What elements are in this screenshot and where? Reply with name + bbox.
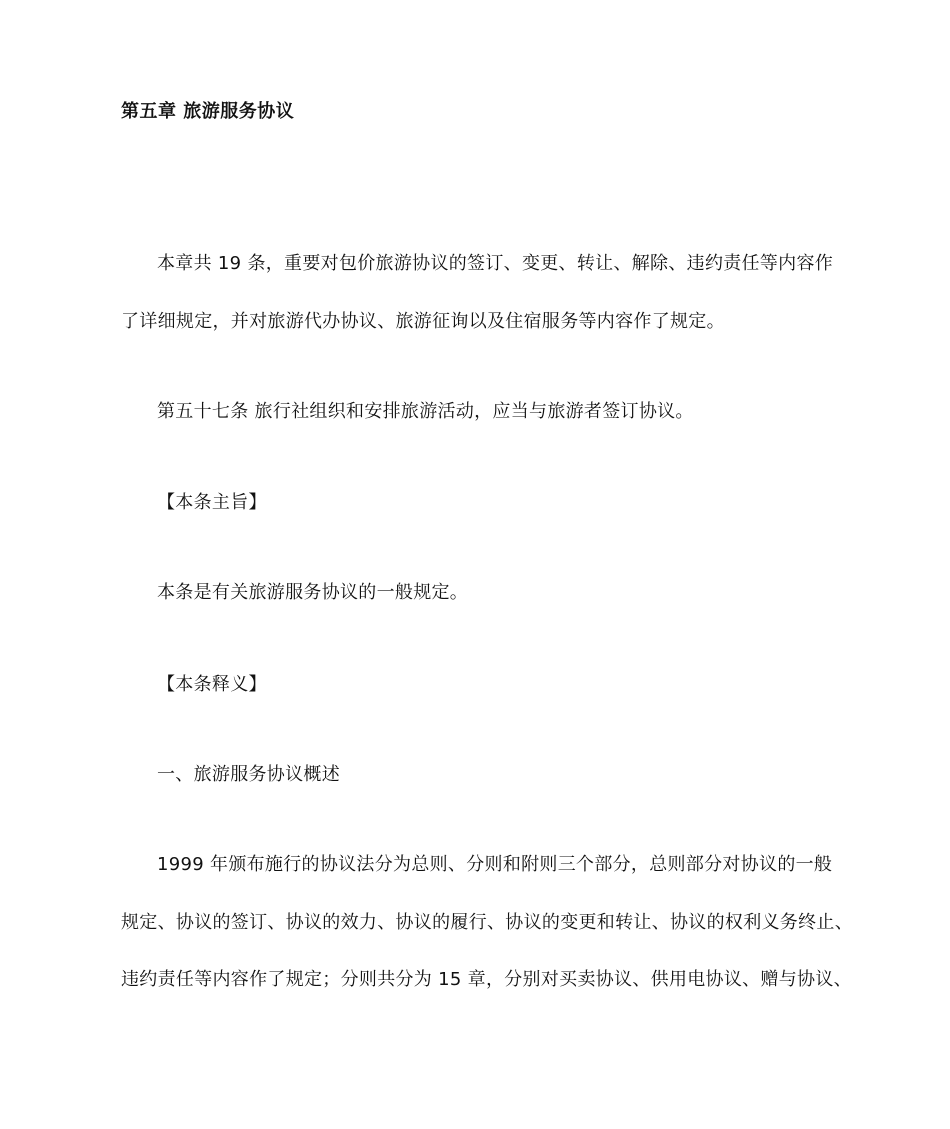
body-line-3: 违约责任等内容作了规定；分则共分为 15 章，分别对买卖协议、供用电协议、赠与协议、	[121, 969, 852, 990]
section-one-title: 一、旅游服务协议概述	[157, 764, 340, 785]
chapter-title: 第五章 旅游服务协议	[121, 101, 295, 122]
purpose-text: 本条是有关旅游服务协议的一般规定。	[157, 582, 469, 603]
article-text: 第五十七条 旅行社组织和安排旅游活动，应当与旅游者签订协议。	[157, 401, 694, 422]
purpose-heading: 【本条主旨】	[157, 492, 267, 513]
intro-line-1: 本章共 19 条，重要对包价旅游协议的签订、变更、转让、解除、违约责任等内容作	[157, 253, 834, 274]
body-line-2: 规定、协议的签订、协议的效力、协议的履行、协议的变更和转让、协议的权利义务终止、	[121, 912, 853, 933]
intro-line-2: 了详细规定，并对旅游代办协议、旅游征询以及住宿服务等内容作了规定。	[121, 311, 725, 332]
interpretation-heading: 【本条释义】	[157, 674, 267, 695]
body-line-1: 1999 年颁布施行的协议法分为总则、分则和附则三个部分，总则部分对协议的一般	[157, 854, 833, 875]
